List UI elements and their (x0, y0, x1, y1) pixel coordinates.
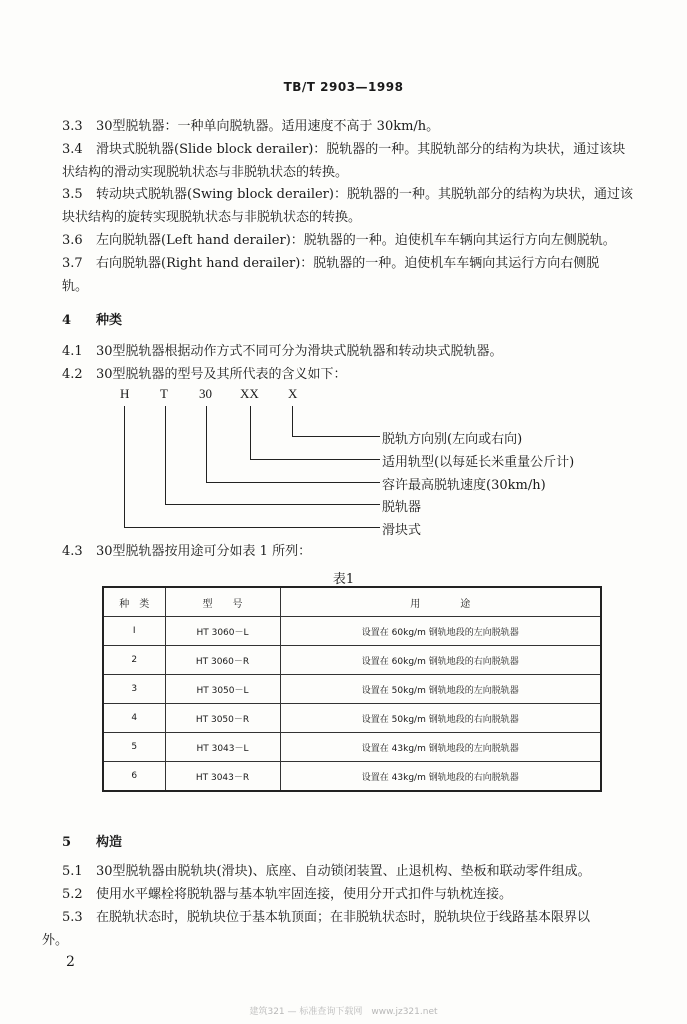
table-cell: 4 (103, 704, 165, 733)
meaning-slide-block: 滑块式 (382, 523, 422, 538)
table-cell: HT 3060－L (165, 617, 280, 646)
leader-line (206, 482, 380, 483)
code-30: 30 (199, 386, 212, 401)
leader-line (250, 459, 380, 460)
code-xx: XX (240, 386, 259, 401)
table-cell: HT 3043－L (165, 733, 280, 762)
table-cell: HT 3060－R (165, 646, 280, 675)
clause-3-6: 3.6 左向脱轨器(Left hand derailer)：脱轨器的一种。迫使机车车辆向其运行方向左侧脱轨。 (62, 233, 616, 248)
table-row (103, 733, 601, 762)
clause-4-2: 4.2 30型脱轨器的型号及其所代表的含义如下： (62, 367, 347, 382)
clause-3-7: 3.7 右向脱轨器(Right hand derailer)：脱轨器的一种。迫使机车车辆向其运行方向右侧脱 (62, 256, 600, 271)
column-header: 型 号 (165, 587, 280, 617)
document-header: TB/T 2903—1998 (283, 80, 404, 94)
leader-line (165, 406, 166, 504)
section-4-heading: 4 种类 (62, 313, 123, 328)
table-cell: 5 (103, 733, 165, 762)
table-row (103, 762, 601, 792)
meaning-direction: 脱轨方向别(左向或右向) (382, 432, 523, 447)
table-cell: I (103, 617, 165, 646)
column-header: 用 途 (280, 587, 601, 617)
code-x: X (288, 386, 298, 401)
table-cell: 设置在 60kg/m 钢轨地段的左向脱轨器 (280, 617, 601, 646)
clause-5-3: 5.3 在脱轨状态时，脱轨块位于基本轨顶面；在非脱轨状态时，脱轨块位于线路基本限界以 (62, 910, 591, 925)
code-t: T (160, 386, 168, 401)
clause-3-5: 3.5 转动块式脱轨器(Swing block derailer)：脱轨器的一种。其脱轨部分的结构为块状，通过该 (62, 187, 633, 202)
table-cell: 3 (103, 675, 165, 704)
section-5-heading: 5 构造 (62, 835, 123, 850)
watermark-footer: 建筑321 — 标准查询下载网 www.jz321.net (249, 1007, 438, 1017)
code-h: H (120, 386, 130, 401)
leader-line (124, 406, 125, 527)
table-cell: HT 3050－R (165, 704, 280, 733)
leader-line (292, 406, 293, 436)
leader-line (206, 406, 207, 482)
leader-line (250, 406, 251, 459)
clause-3-5-continued: 块状结构的旋转实现脱轨状态与非脱轨状态的转换。 (62, 210, 362, 225)
table-cell: HT 3050－L (165, 675, 280, 704)
clause-5-2: 5.2 使用水平螺栓将脱轨器与基本轨牢固连接，使用分开式扣件与轨枕连接。 (62, 887, 513, 902)
table-cell: 设置在 50kg/m 钢轨地段的左向脱轨器 (280, 675, 601, 704)
leader-line (165, 504, 380, 505)
table-row (103, 704, 601, 733)
table-cell: 设置在 43kg/m 钢轨地段的右向脱轨器 (280, 762, 601, 792)
table-header-row (103, 587, 601, 617)
clause-3-4: 3.4 滑块式脱轨器(Slide block derailer)：脱轨器的一种。其脱轨部分的结构为块状，通过该块 (62, 142, 626, 157)
clause-3-3: 3.3 30型脱轨器：一种单向脱轨器。适用速度不高于 30km/h。 (62, 119, 440, 134)
table-row (103, 646, 601, 675)
table-row (103, 617, 601, 646)
clause-5-3-continued: 外。 (42, 933, 69, 948)
table-cell: 6 (103, 762, 165, 792)
meaning-rail-type: 适用轨型(以每延长米重量公斤计) (382, 455, 575, 470)
table-cell: 2 (103, 646, 165, 675)
clause-3-4-continued: 状结构的滑动实现脱轨状态与非脱轨状态的转换。 (62, 165, 349, 180)
meaning-max-speed: 容许最高脱轨速度(30km/h) (382, 478, 546, 493)
page-number: 2 (66, 954, 75, 970)
clause-4-3: 4.3 30型脱轨器按用途可分如表 1 所列： (62, 544, 312, 559)
table-cell: 设置在 60kg/m 钢轨地段的右向脱轨器 (280, 646, 601, 675)
leader-line (124, 527, 380, 528)
table-cell: 设置在 43kg/m 钢轨地段的左向脱轨器 (280, 733, 601, 762)
clause-4-1: 4.1 30型脱轨器根据动作方式不同可分为滑块式脱轨器和转动块式脱轨器。 (62, 344, 503, 359)
column-header: 种 类 (103, 587, 165, 617)
clause-5-1: 5.1 30型脱轨器由脱轨块(滑块)、底座、自动锁闭装置、止退机构、垫板和联动零件组成。 (62, 864, 591, 879)
table-cell: HT 3043－R (165, 762, 280, 792)
table-row (103, 675, 601, 704)
clause-3-7-continued: 轨。 (62, 279, 89, 294)
leader-line (292, 436, 380, 437)
table-cell: 设置在 50kg/m 钢轨地段的右向脱轨器 (280, 704, 601, 733)
derailer-type-table (102, 586, 602, 792)
table-caption: 表1 (332, 572, 355, 587)
meaning-derailer: 脱轨器 (382, 500, 422, 515)
